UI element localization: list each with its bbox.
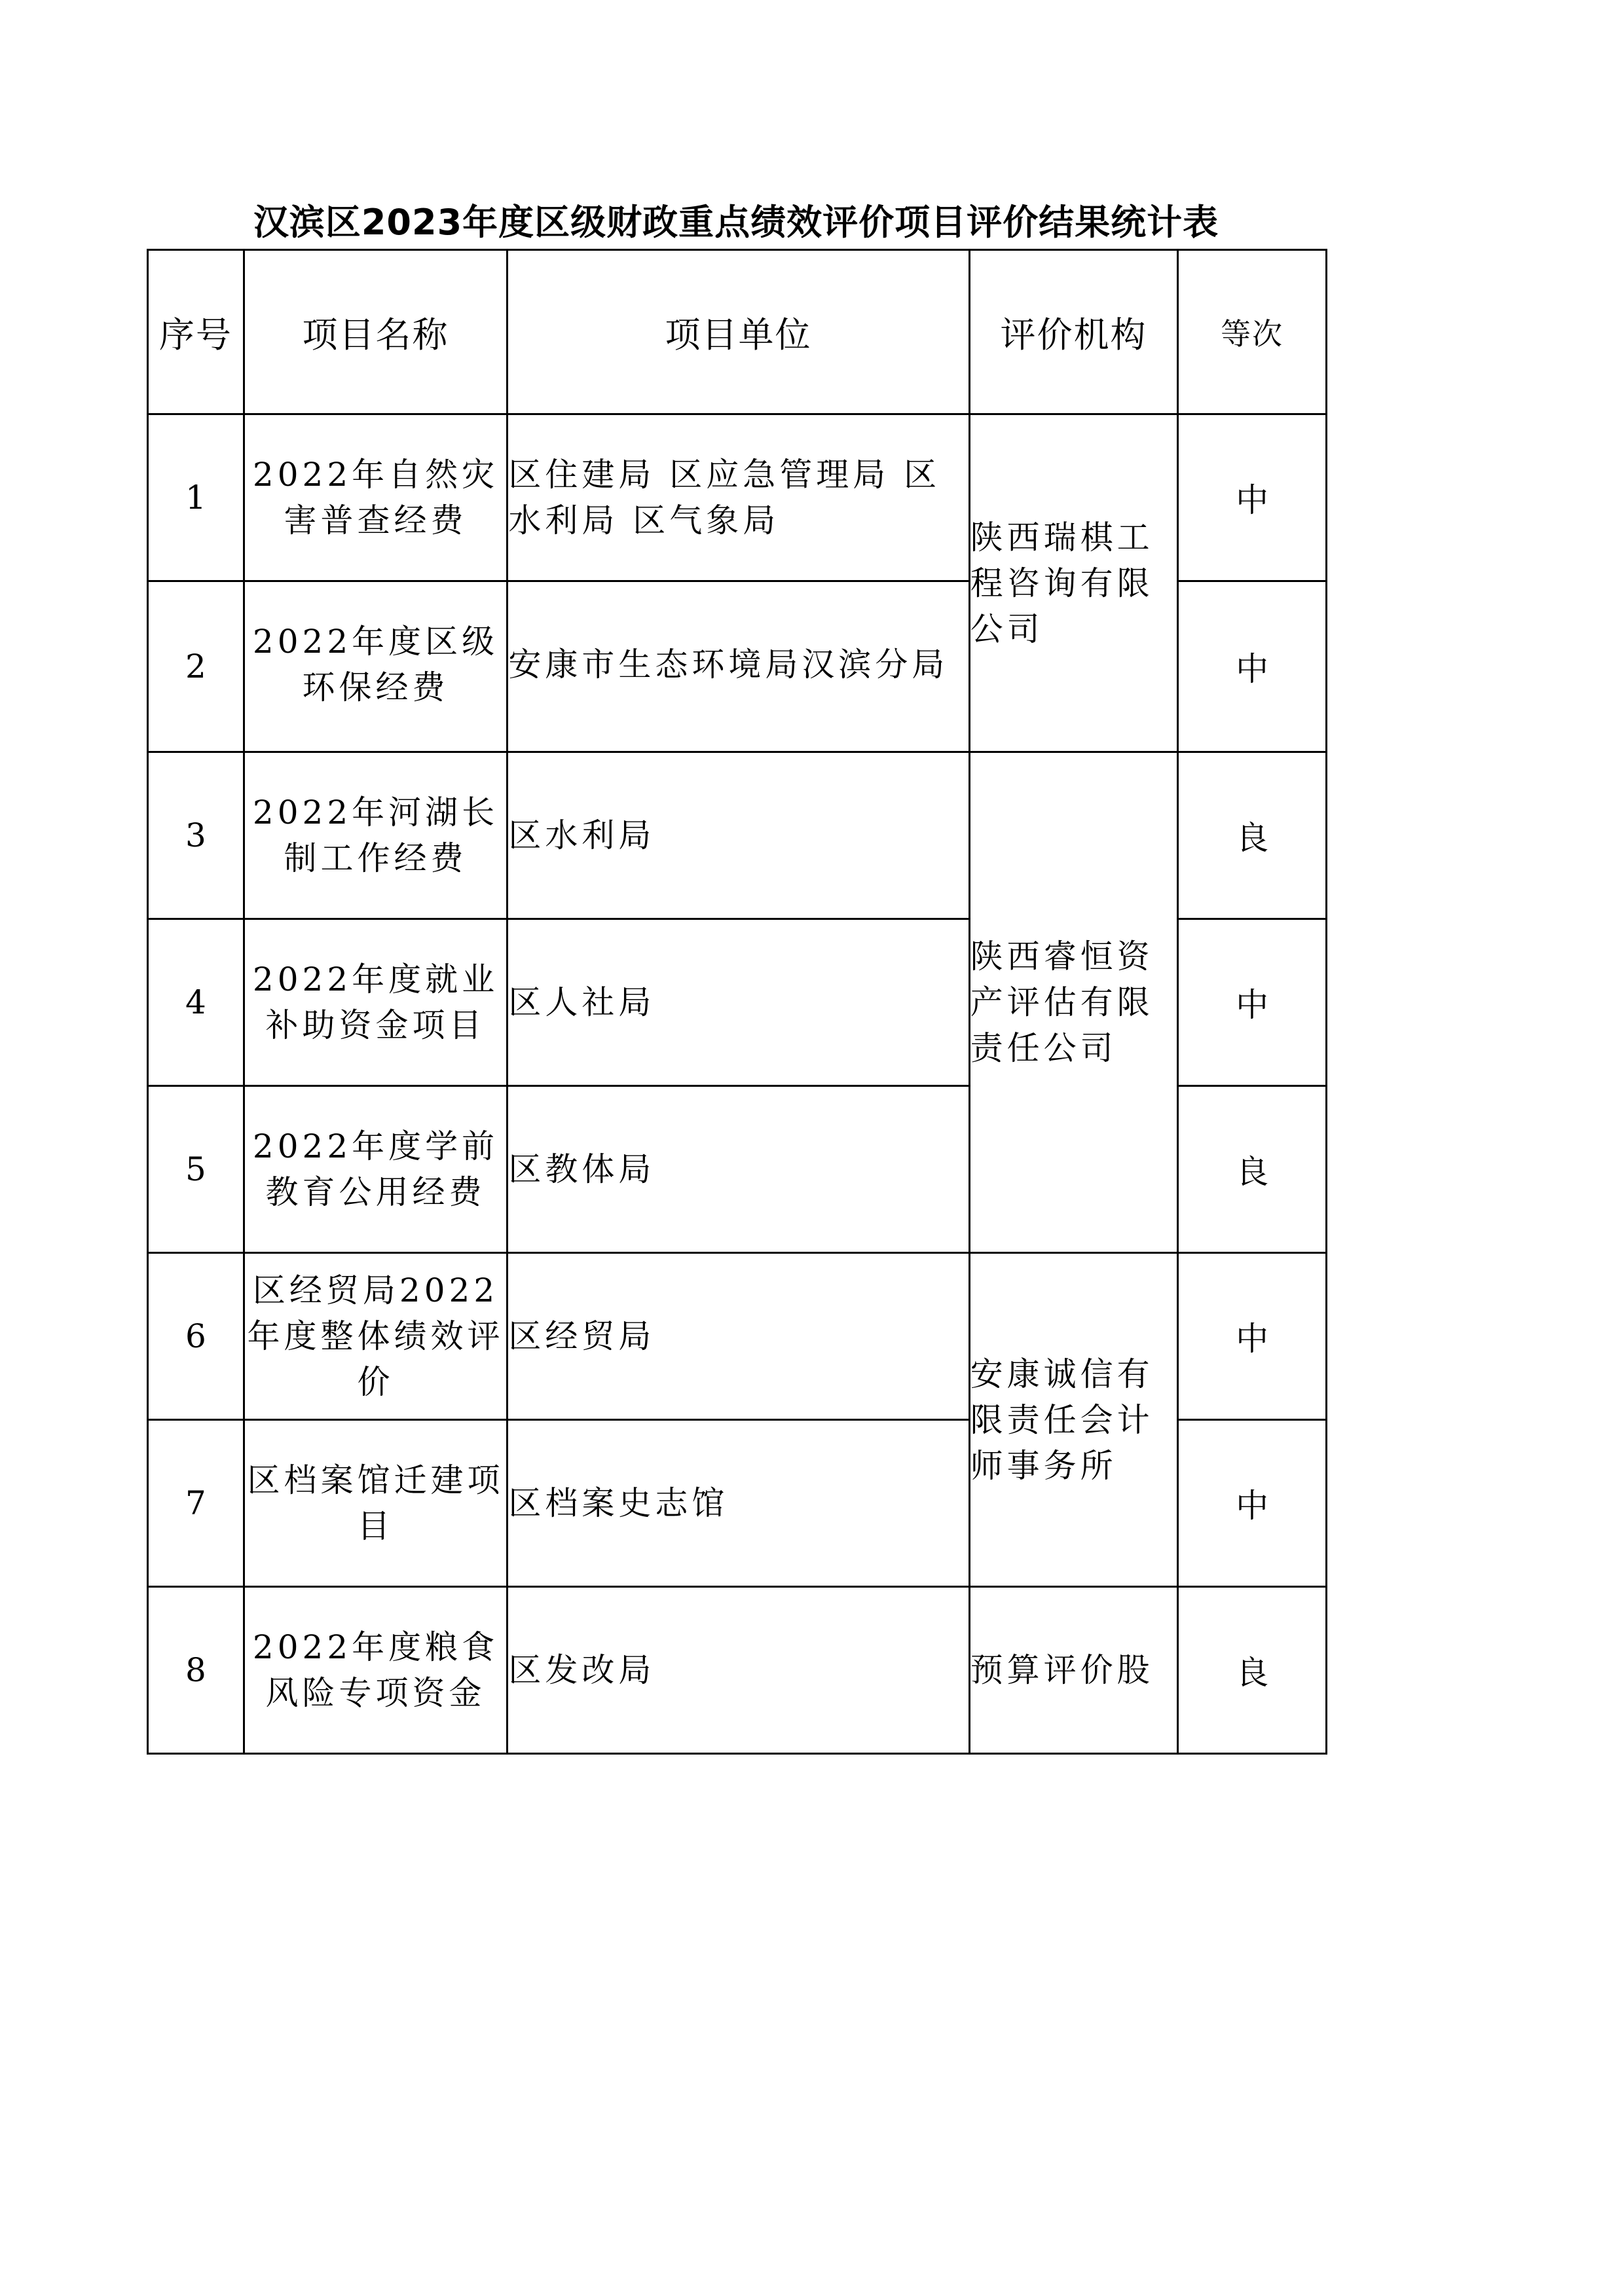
row-project-name: 2022年度粮食风险专项资金 [244, 1587, 507, 1754]
row-grade: 中 [1178, 919, 1327, 1086]
row-seq: 3 [148, 752, 244, 919]
row-evaluation-agency: 预算评价股 [969, 1587, 1178, 1754]
row-grade: 良 [1178, 1587, 1327, 1754]
header-project-unit: 项目单位 [507, 250, 969, 414]
row-project-name: 2022年度区级环保经费 [244, 581, 507, 752]
table-row [148, 1587, 1327, 1754]
row-project-unit: 区经贸局 [507, 1253, 969, 1420]
row-seq: 5 [148, 1086, 244, 1253]
results-table [147, 249, 1327, 1755]
row-project-name: 2022年自然灾害普查经费 [244, 414, 507, 581]
row-project-name: 区经贸局2022年度整体绩效评价 [244, 1253, 507, 1420]
row-grade: 中 [1178, 1420, 1327, 1587]
row-grade: 中 [1178, 581, 1327, 752]
row-project-unit: 安康市生态环境局汉滨分局 [507, 581, 969, 752]
row-seq: 4 [148, 919, 244, 1086]
row-project-unit: 区档案史志馆 [507, 1420, 969, 1587]
row-project-unit: 区发改局 [507, 1587, 969, 1754]
row-project-name: 2022年河湖长制工作经费 [244, 752, 507, 919]
header-grade: 等次 [1178, 250, 1327, 414]
row-seq: 2 [148, 581, 244, 752]
row-project-name: 区档案馆迁建项目 [244, 1420, 507, 1587]
header-row [148, 250, 1327, 414]
row-evaluation-agency: 安康诚信有限责任会计师事务所 [969, 1253, 1178, 1587]
row-seq: 7 [148, 1420, 244, 1587]
document-title: 汉滨区2023年度区级财政重点绩效评价项目评价结果统计表 [253, 202, 1219, 243]
table-row [148, 1253, 1327, 1420]
table-row [148, 752, 1327, 919]
row-project-unit: 区教体局 [507, 1086, 969, 1253]
row-evaluation-agency: 陕西瑞棋工程咨询有限公司 [969, 414, 1178, 752]
row-project-unit: 区水利局 [507, 752, 969, 919]
row-seq: 8 [148, 1587, 244, 1754]
header-seq: 序号 [148, 250, 244, 414]
row-project-name: 2022年度学前教育公用经费 [244, 1086, 507, 1253]
row-grade: 中 [1178, 414, 1327, 581]
row-grade: 中 [1178, 1253, 1327, 1420]
row-project-name: 2022年度就业补助资金项目 [244, 919, 507, 1086]
row-project-unit: 区住建局 区应急管理局 区水利局 区气象局 [507, 414, 969, 581]
header-project-name: 项目名称 [244, 250, 507, 414]
row-project-unit: 区人社局 [507, 919, 969, 1086]
row-seq: 6 [148, 1253, 244, 1420]
row-grade: 良 [1178, 752, 1327, 919]
row-grade: 良 [1178, 1086, 1327, 1253]
row-seq: 1 [148, 414, 244, 581]
header-evaluation-agency: 评价机构 [969, 250, 1178, 414]
table-row [148, 414, 1327, 581]
row-evaluation-agency: 陕西睿恒资产评估有限责任公司 [969, 752, 1178, 1253]
